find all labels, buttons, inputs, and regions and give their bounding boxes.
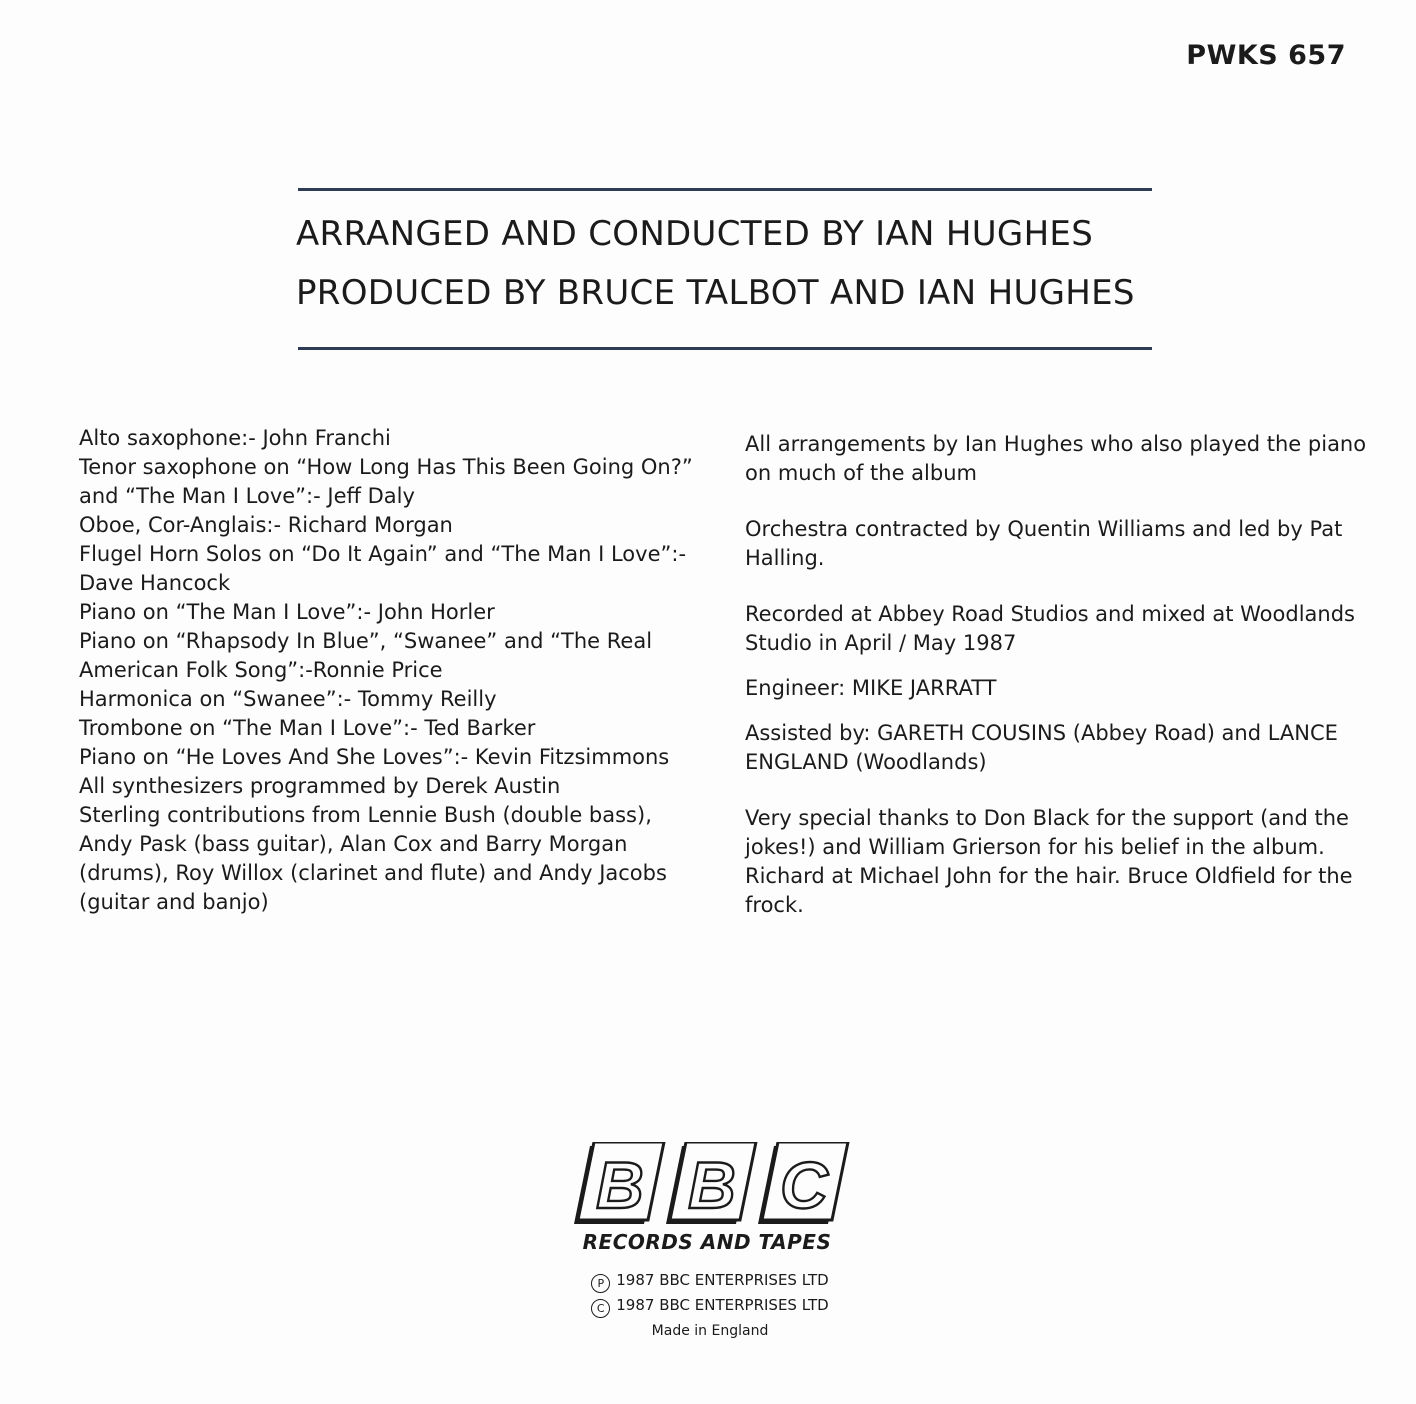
production-credits — [745, 430, 1385, 947]
credit-line: Piano on “The Man I Love”:- John Horler — [79, 600, 495, 624]
credit-line: Flugel Horn Solos on “Do It Again” and “The Man I Love”:- — [79, 542, 687, 566]
credit-line: (guitar and banjo) — [79, 890, 269, 914]
logo-box-2 — [666, 1142, 756, 1224]
credit-line: Oboe, Cor-Anglais:- Richard Morgan — [79, 513, 453, 537]
assistants-note: Assisted by: GARETH COUSINS (Abbey Road) and LANCE ENGLAND (Woodlands) — [745, 721, 1338, 774]
credit-line: and “The Man I Love”:- Jeff Daly — [79, 484, 415, 508]
credit-line: Dave Hancock — [79, 571, 231, 595]
logo-letter-b1: B — [596, 1148, 644, 1222]
credit-line: (drums), Roy Willox (clarinet and flute) and Andy Jacobs — [79, 861, 667, 885]
credit-line: All synthesizers programmed by Derek Austin — [79, 774, 561, 798]
logo-box-1 — [574, 1142, 664, 1224]
logo-letter-b2: B — [688, 1148, 736, 1222]
phonogram-notice — [560, 1271, 860, 1293]
credit-line: Sterling contributions from Lennie Bush (double bass), — [79, 803, 652, 827]
credit-line: Andy Pask (bass guitar), Alan Cox and Barry Morgan — [79, 832, 628, 856]
recording-note: Recorded at Abbey Road Studios and mixed at Woodlands Studio in April / May 1987 — [745, 602, 1355, 655]
copyright-text: 1987 BBC ENTERPRISES LTD — [616, 1296, 829, 1314]
credit-line: Tenor saxophone on “How Long Has This Been Going On?” — [79, 455, 693, 479]
musician-credits — [79, 424, 719, 917]
logo-box-3 — [758, 1142, 848, 1224]
logo-letter-c: C — [780, 1148, 828, 1222]
logo-caption: RECORDS AND TAPES — [582, 1230, 832, 1254]
credit-line: Piano on “Rhapsody In Blue”, “Swanee” and “The Real — [79, 629, 653, 653]
thanks-note: Very special thanks to Don Black for the support (and the jokes!) and William Grierson for his belief in the album. Richard at Michael John for the hair. Bruce Oldfield for the frock. — [745, 806, 1353, 917]
credit-line: Alto saxophone:- John Franchi — [79, 426, 391, 450]
credit-line: American Folk Song”:-Ronnie Price — [79, 658, 443, 682]
engineer-note: Engineer: MIKE JARRATT — [745, 676, 997, 700]
made-in-note: Made in England — [651, 1323, 769, 1339]
header-arranged-line: ARRANGED AND CONDUCTED BY IAN HUGHES — [296, 214, 1094, 254]
orchestra-note: Orchestra contracted by Quentin Williams and led by Pat Halling. — [745, 517, 1343, 570]
copyright-symbol-icon: C — [591, 1299, 610, 1318]
catalog-number: PWKS 657 — [1186, 40, 1346, 71]
credit-line: Trombone on “The Man I Love”:- Ted Barker — [79, 716, 536, 740]
header-produced-line: PRODUCED BY BRUCE TALBOT AND IAN HUGHES — [296, 273, 1135, 313]
header-rule-top — [298, 188, 1152, 191]
copyright-notice — [560, 1296, 860, 1318]
credit-line: Piano on “He Loves And She Loves”:- Kevin Fitzsimmons — [79, 745, 670, 769]
phonogram-symbol-icon: P — [591, 1274, 610, 1293]
credit-line: Harmonica on “Swanee”:- Tommy Reilly — [79, 687, 497, 711]
phonogram-text: 1987 BBC ENTERPRISES LTD — [616, 1271, 829, 1289]
header-rule-bottom — [298, 347, 1152, 350]
arrangements-note: All arrangements by Ian Hughes who also played the piano on much of the album — [745, 432, 1367, 485]
